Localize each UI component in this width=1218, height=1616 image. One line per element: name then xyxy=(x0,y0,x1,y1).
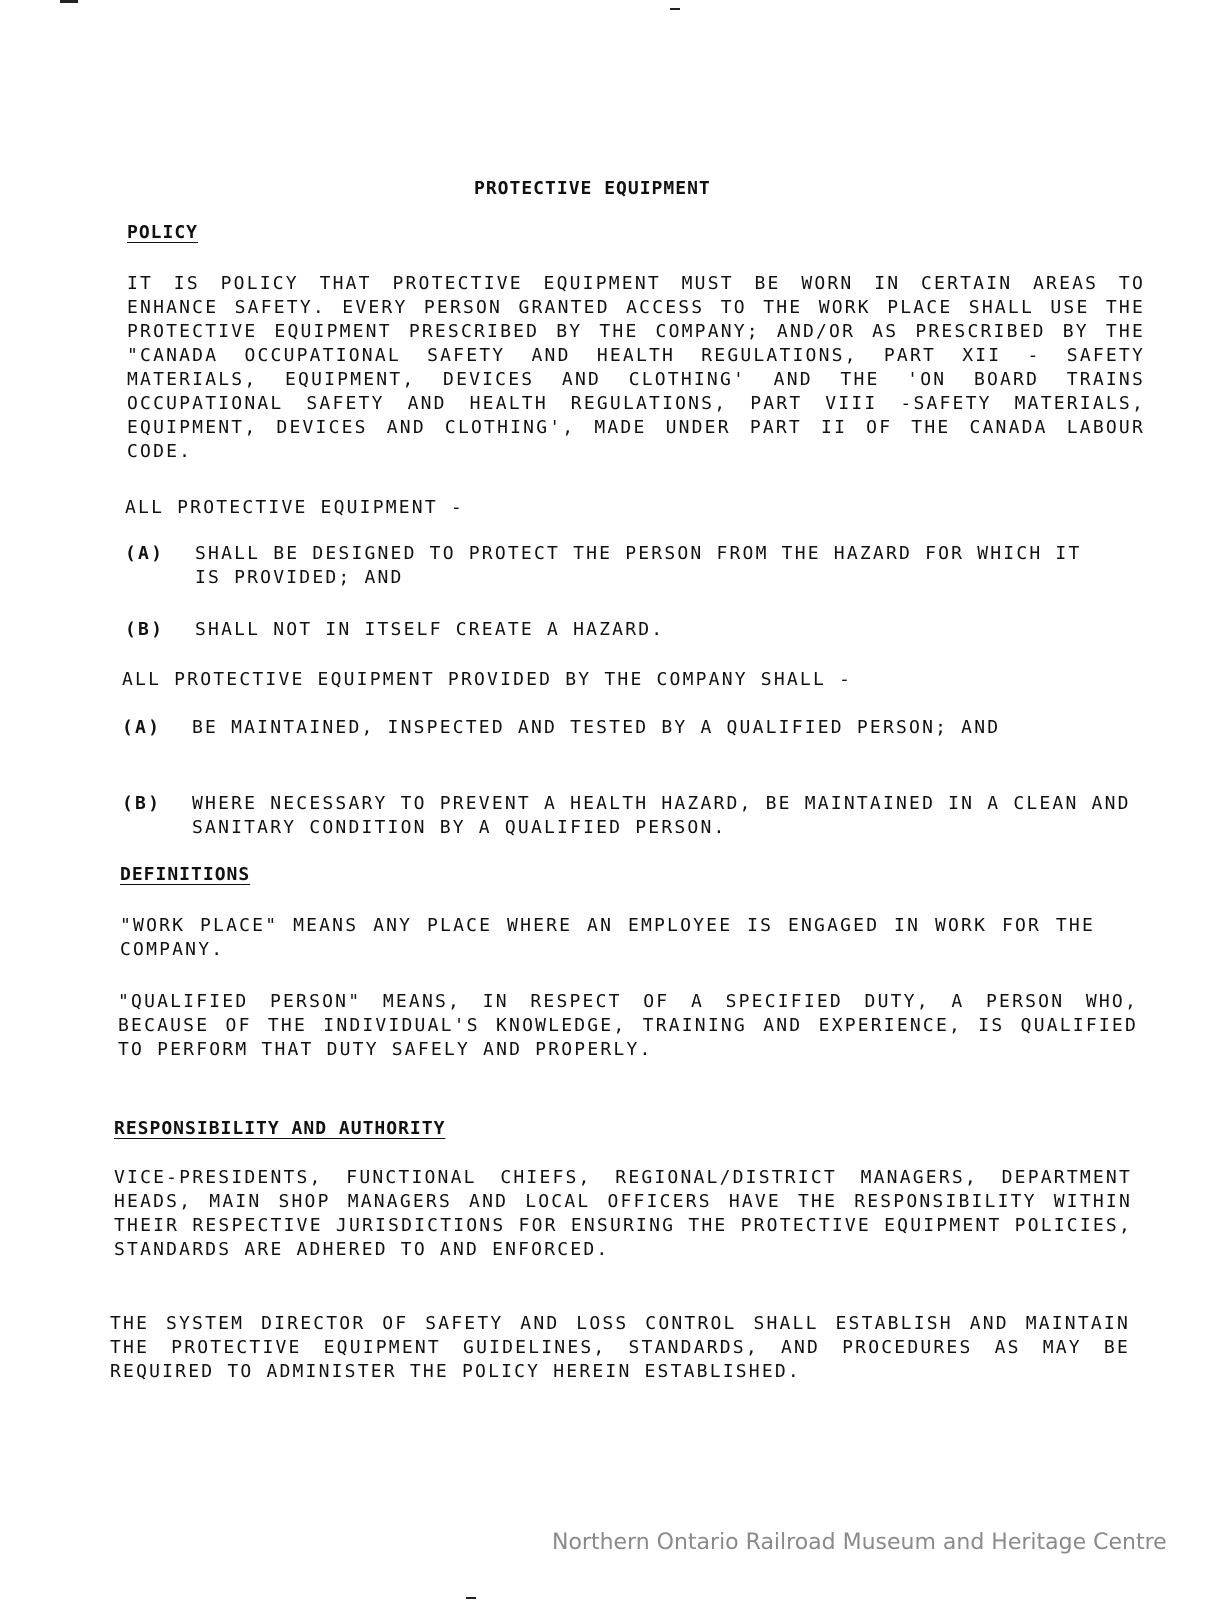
list-item-label: (B) xyxy=(125,619,165,640)
list-item-text: SHALL NOT IN ITSELF CREATE A HAZARD. xyxy=(195,619,665,640)
list1-intro: ALL PROTECTIVE EQUIPMENT - xyxy=(125,497,464,518)
scan-mark xyxy=(466,1597,476,1599)
scan-mark xyxy=(670,8,680,10)
list-item-label: (A) xyxy=(125,543,165,564)
responsibility-heading: RESPONSIBILITY AND AUTHORITY xyxy=(114,1118,446,1139)
list2-item-b xyxy=(122,792,1142,842)
responsibility-paragraph-2: THE SYSTEM DIRECTOR OF SAFETY AND LOSS CONTROL SHALL ESTABLISH AND MAINTAIN THE PROTECTIVE EQUIPMENT GUIDELINES, STANDARDS, AND PROCEDURES AS MAY BE REQUIRED TO ADMINISTER THE POLICY HEREIN ESTABLISHED. xyxy=(110,1313,1130,1382)
list-item-text: WHERE NECESSARY TO PREVENT A HEALTH HAZARD, BE MAINTAINED IN A CLEAN AND SANITARY CONDITION BY A QUALIFIED PERSON. xyxy=(192,793,1131,838)
list1-item-b xyxy=(125,618,1085,644)
list2-item-a xyxy=(122,716,1082,766)
definitions-heading: DEFINITIONS xyxy=(120,864,251,885)
scan-mark xyxy=(60,0,78,3)
policy-heading: POLICY xyxy=(127,222,199,243)
list1-item-a xyxy=(125,542,1085,592)
list2-intro: ALL PROTECTIVE EQUIPMENT PROVIDED BY THE COMPANY SHALL - xyxy=(122,669,853,690)
list-item-label: (B) xyxy=(122,793,162,814)
museum-watermark: Northern Ontario Railroad Museum and Heritage Centre xyxy=(552,1530,1167,1555)
definition-work-place: "WORK PLACE" MEANS ANY PLACE WHERE AN EMPLOYEE IS ENGAGED IN WORK FOR THE COMPANY. xyxy=(120,915,1095,960)
list-item-label: (A) xyxy=(122,717,162,738)
policy-paragraph: IT IS POLICY THAT PROTECTIVE EQUIPMENT MUST BE WORN IN CERTAIN AREAS TO ENHANCE SAFETY. EVERY PERSON GRANTED ACCESS TO THE WORK PLACE SHALL USE THE PROTECTIVE EQUIPMENT PRESCRIBED BY THE COMPANY; AND/OR AS PRESCRIBED BY THE "CANADA OCCUPATIONAL SAFETY AND HEALTH REGULATIONS, PART XII - SAFETY MATERIALS, EQUIPMENT, DEVICES AND CLOTHING' AND THE 'ON BOARD TRAINS OCCUPATIONAL SAFETY AND HEALTH REGULATIONS, PART VIII -SAFETY MATERIALS, EQUIPMENT, DEVICES AND CLOTHING', MADE UNDER PART II OF THE CANADA LABOUR CODE. xyxy=(127,273,1145,462)
definition-qualified-person: "QUALIFIED PERSON" MEANS, IN RESPECT OF A SPECIFIED DUTY, A PERSON WHO, BECAUSE OF THE INDIVIDUAL'S KNOWLEDGE, TRAINING AND EXPERIENCE, IS QUALIFIED TO PERFORM THAT DUTY SAFELY AND PROPERLY. xyxy=(118,991,1138,1060)
list-item-text: BE MAINTAINED, INSPECTED AND TESTED BY A QUALIFIED PERSON; AND xyxy=(192,717,1001,738)
responsibility-paragraph-1: VICE-PRESIDENTS, FUNCTIONAL CHIEFS, REGIONAL/DISTRICT MANAGERS, DEPARTMENT HEADS, MAIN SHOP MANAGERS AND LOCAL OFFICERS HAVE THE RESPONSIBILITY WITHIN THEIR RESPECTIVE JURISDICTIONS FOR ENSURING THE PROTECTIVE EQUIPMENT POLICIES, STANDARDS ARE ADHERED TO AND ENFORCED. xyxy=(114,1167,1132,1260)
list-item-text: SHALL BE DESIGNED TO PROTECT THE PERSON FROM THE HAZARD FOR WHICH IT IS PROVIDED; AND xyxy=(195,543,1082,588)
document-title: PROTECTIVE EQUIPMENT xyxy=(474,178,711,199)
